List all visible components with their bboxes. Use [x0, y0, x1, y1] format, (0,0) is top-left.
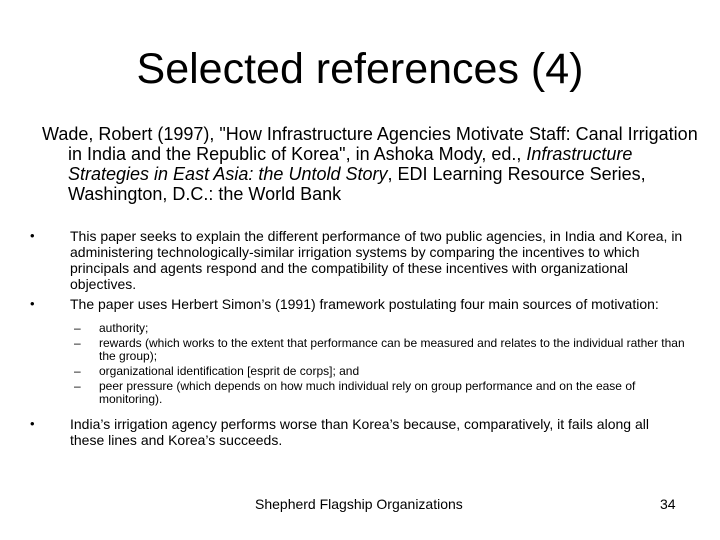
- bullet-mark: •: [30, 228, 35, 243]
- reference-citation: [42, 124, 708, 204]
- bullet-item: [30, 416, 686, 448]
- sub-bullet-mark: –: [74, 321, 81, 335]
- page-number: 34: [660, 496, 676, 512]
- sub-bullet-mark: –: [74, 336, 81, 350]
- bullet-text: This paper seeks to explain the different performance of two public agencies, in India and Korea, in administering technologically-similar irrigation systems by comparing the incentives to which principals and agents respond and the compatibility of these incentives with organizational objectives.: [70, 228, 683, 292]
- sub-bullet-list: [70, 322, 686, 406]
- sub-bullet-item: [70, 380, 686, 406]
- reference-suffix: , EDI Learning Resource Series, Washington, D.C.: the World Bank: [68, 164, 646, 204]
- bullet-item: [30, 296, 686, 406]
- sub-bullet-item: [70, 365, 686, 378]
- sub-bullet-text: peer pressure (which depends on how much individual rely on group performance and on the ease of monitoring).: [99, 379, 636, 406]
- sub-bullet-item: [70, 337, 686, 363]
- sub-bullet-item: [70, 322, 686, 335]
- bullet-text: India’s irrigation agency performs worse than Korea’s because, comparatively, it fails along all these lines and Korea’s succeeds.: [70, 416, 649, 448]
- footer-text: Shepherd Flagship Organizations: [255, 496, 463, 512]
- bullet-mark: •: [30, 296, 35, 311]
- sub-bullet-mark: –: [74, 364, 81, 378]
- bullet-mark: •: [30, 416, 35, 431]
- bullet-item: [30, 228, 686, 292]
- sub-bullet-text: organizational identification [esprit de corps]; and: [99, 364, 360, 378]
- reference-prefix: Wade, Robert (1997), "How Infrastructure Agencies Motivate Staff: Canal Irrigation in India and the Republic of Korea", in Ashoka Mody, ed.,: [42, 124, 698, 164]
- sub-bullet-text: rewards (which works to the extent that performance can be measured and relates to the individual rather than the group);: [99, 336, 685, 363]
- slide-title: Selected references (4): [136, 45, 584, 93]
- sub-bullet-mark: –: [74, 379, 81, 393]
- bullet-text: The paper uses Herbert Simon’s (1991) framework postulating four main sources of motivation:: [70, 296, 659, 312]
- bullet-list: [30, 228, 686, 448]
- reference-book-title: Infrastructure Strategies in East Asia: the Untold Story: [68, 144, 633, 184]
- sub-bullet-text: authority;: [99, 321, 149, 335]
